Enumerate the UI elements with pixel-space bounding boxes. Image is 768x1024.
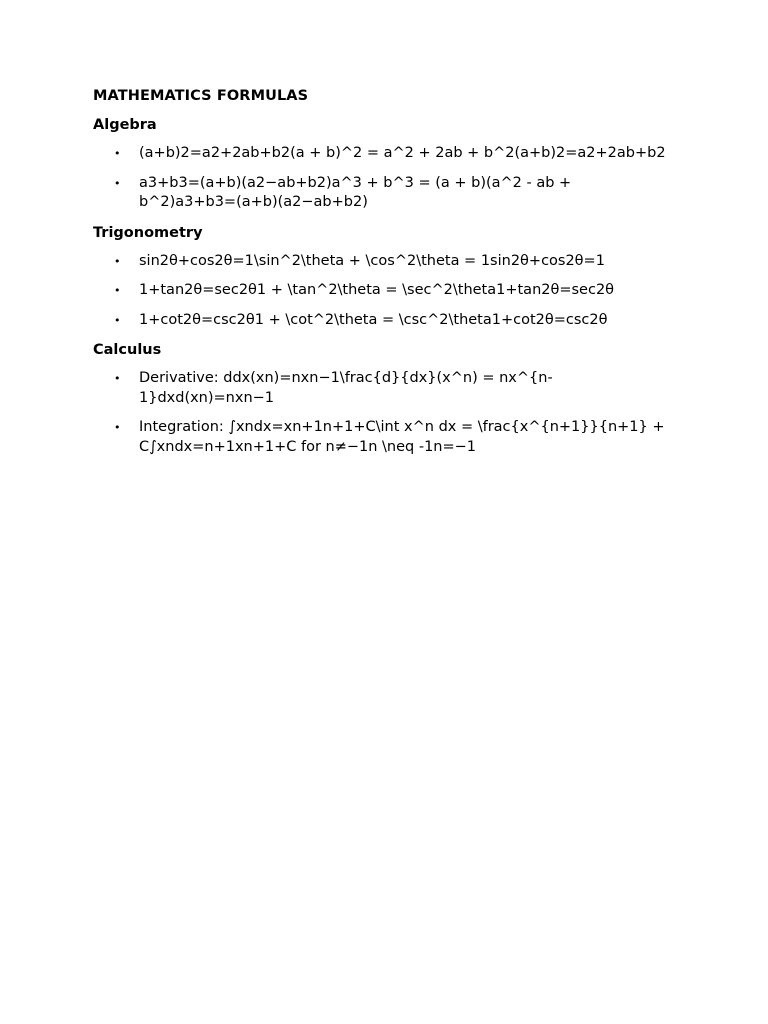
- bullet-icon: •: [114, 176, 121, 190]
- formula-item: [93, 369, 668, 408]
- formula-item: [93, 252, 668, 272]
- document-title: MATHEMATICS FORMULAS: [93, 88, 309, 104]
- formula-text: a3+b3=(a+b)(a2−ab+b2)a^3 + b^3 = (a + b)(a^2 - ab + b^2)a3+b3=(a+b)(a2−ab+b2): [139, 174, 572, 210]
- formula-text: (a+b)2=a2+2ab+b2(a + b)^2 = a^2 + 2ab + b^2(a+b)2=a2+2ab+b2: [139, 145, 666, 161]
- formula-list-trigonometry: [93, 252, 668, 331]
- document-page: [93, 86, 668, 467]
- formula-item: [93, 311, 668, 331]
- bullet-icon: •: [114, 147, 121, 160]
- bullet-icon: •: [114, 313, 121, 327]
- formula-text: 1+tan2θ=sec2θ1 + \tan^2\theta = \sec^2\theta1+tan2θ=sec2θ: [139, 282, 615, 298]
- formula-item: [93, 144, 668, 164]
- formula-list-calculus: [93, 369, 668, 457]
- section-heading-algebra: Algebra: [93, 117, 157, 133]
- section-algebra: [93, 115, 668, 213]
- bullet-icon: •: [114, 254, 121, 268]
- formula-text: 1+cot2θ=csc2θ1 + \cot^2\theta = \csc^2\theta1+cot2θ=csc2θ: [139, 311, 608, 328]
- formula-list-algebra: [93, 144, 668, 213]
- formula-text: sin2θ+cos2θ=1\sin^2\theta + \cos^2\theta = 1sin2θ+cos2θ=1: [139, 252, 605, 269]
- bullet-icon: •: [114, 421, 121, 434]
- formula-item: [93, 281, 668, 301]
- section-heading-trigonometry: Trigonometry: [93, 224, 203, 241]
- bullet-icon: •: [114, 284, 121, 297]
- formula-item: [93, 174, 668, 213]
- section-calculus: [93, 340, 668, 457]
- formula-text: Integration: ∫xndx=xn+1n+1+C\int x^n dx = \frac{x^{n+1}}{n+1} + C∫xndx=n+1xn+1+C for n≠−1n \neq -1n=−1: [139, 419, 665, 455]
- section-heading-calculus: Calculus: [93, 342, 162, 358]
- formula-text: Derivative: ddx(xn)=nxn−1\frac{d}{dx}(x^n) = nx^{n-1}dxd(xn)=nxn−1: [139, 370, 553, 406]
- formula-item: [93, 418, 668, 457]
- section-trigonometry: [93, 223, 668, 331]
- bullet-icon: •: [114, 372, 121, 385]
